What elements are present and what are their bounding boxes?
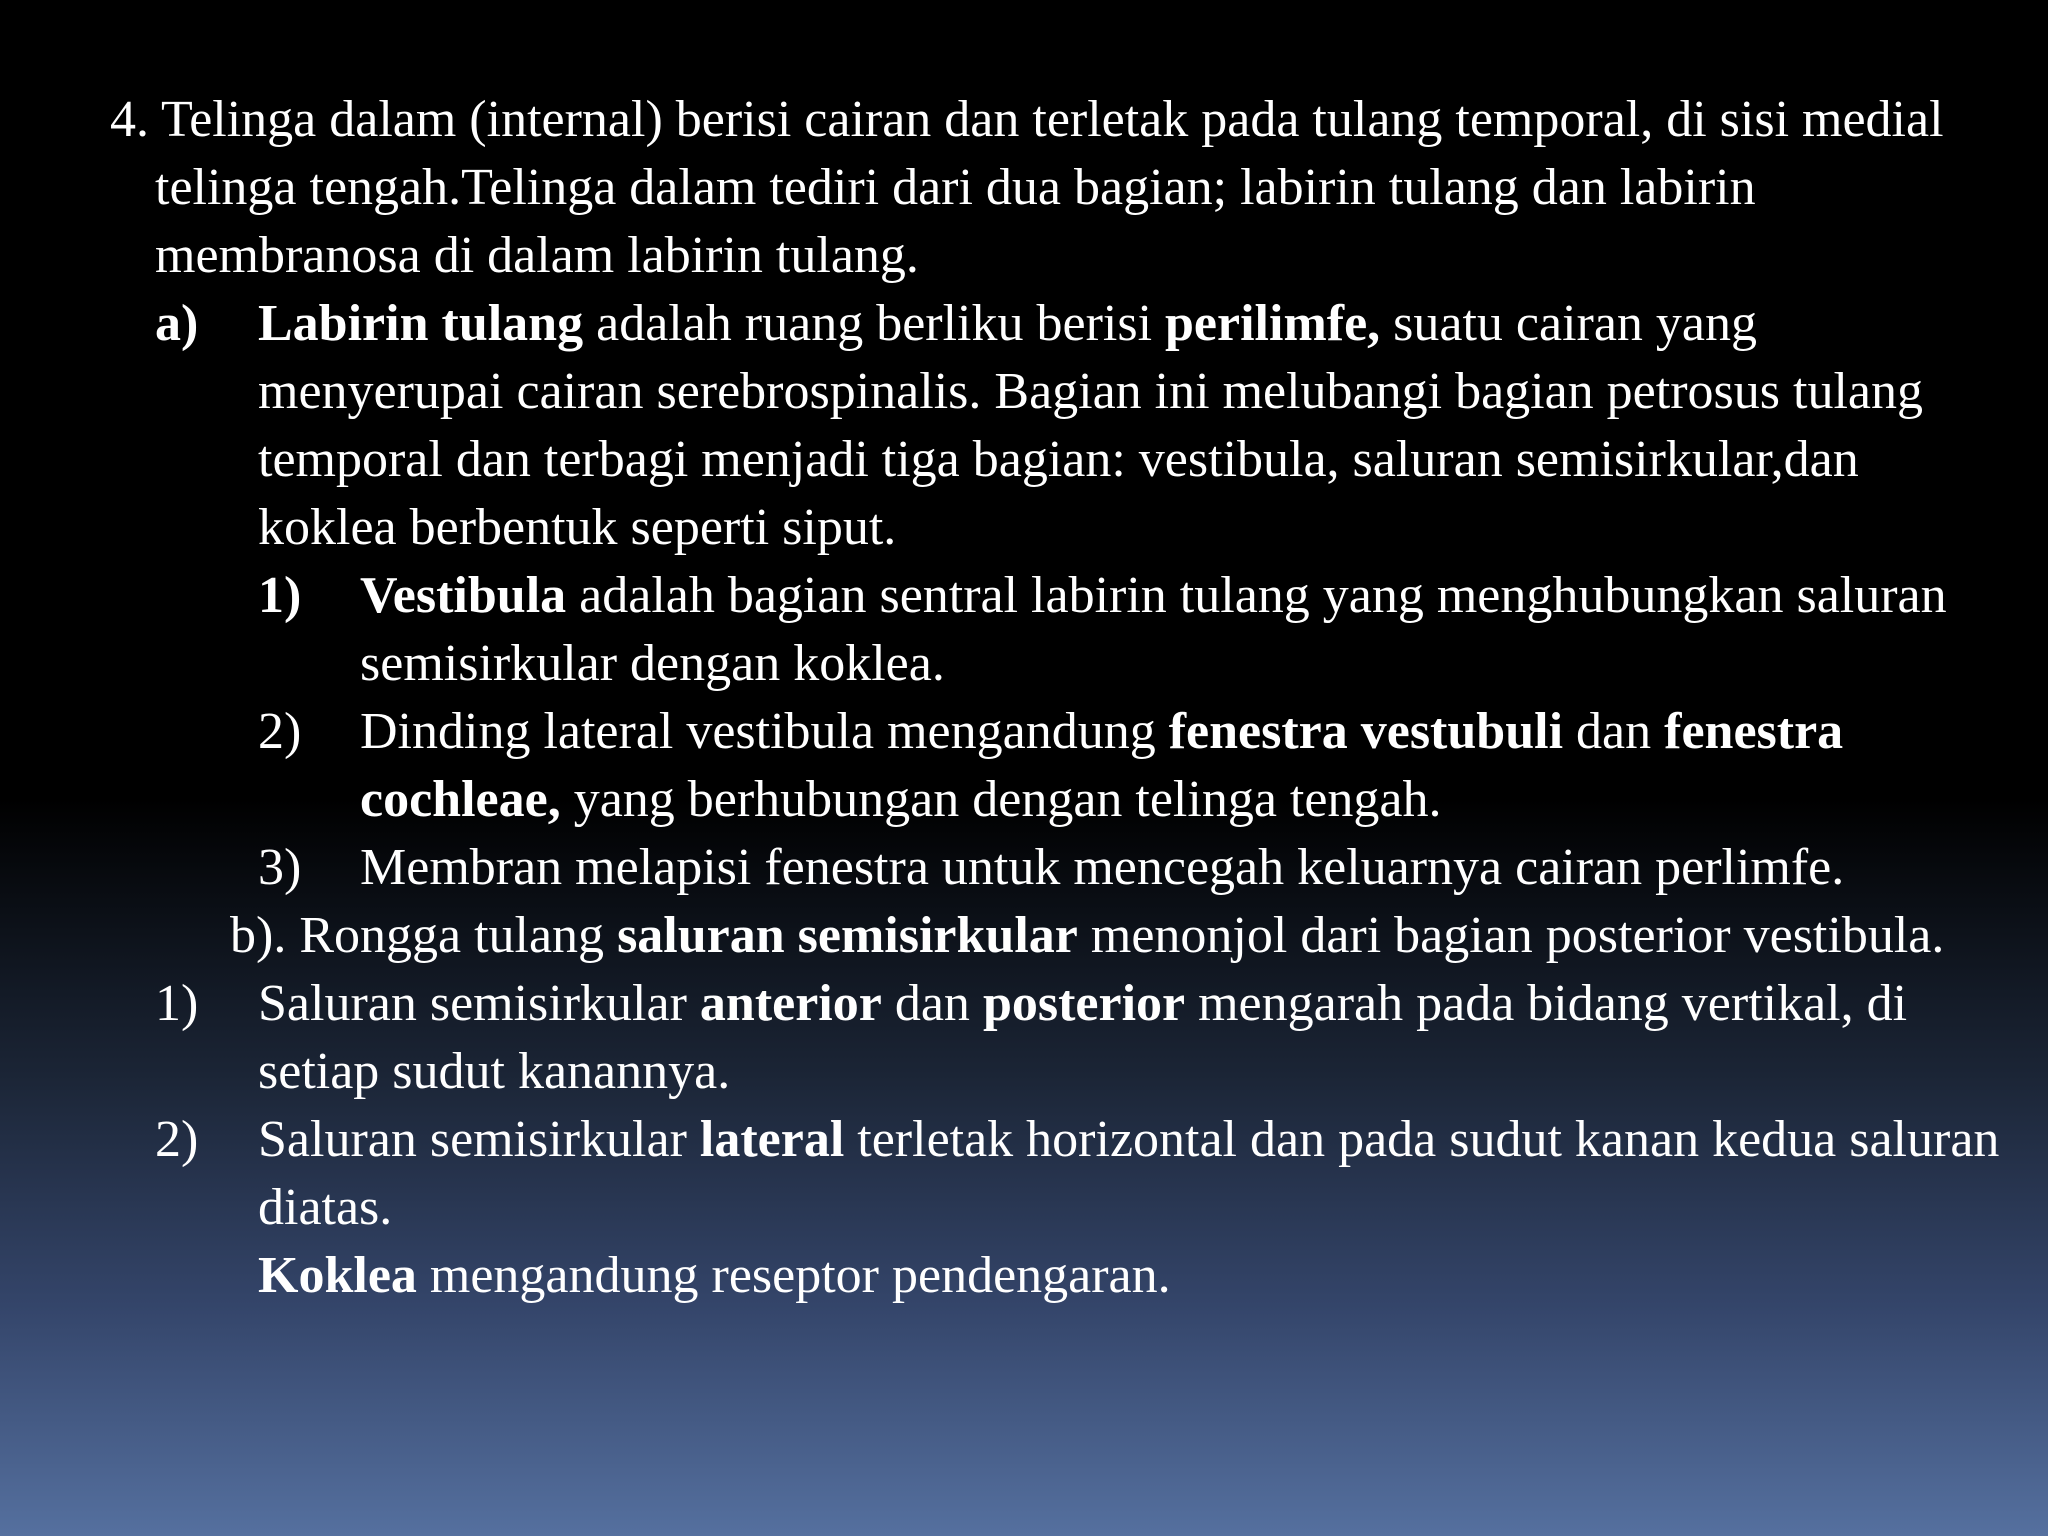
item-a-label: a) bbox=[155, 295, 199, 352]
item-koklea bbox=[0, 1242, 2000, 1310]
item-a-text: Labirin tulang adalah ruang berliku berisi perilimfe, suatu cairan yang menyerupai cairan serebrospinalis. Bagian ini melubangi bagian petrosus tulang temporal dan terbagi menjadi tiga bagian: vestibula, saluran semisirkular,dan koklea berbentuk seperti siput. bbox=[258, 295, 1923, 556]
item-b1 bbox=[0, 970, 2000, 1106]
slide-body bbox=[0, 86, 2000, 1310]
item-b-text: b). Rongga tulang saluran semisirkular menonjol dari bagian posterior vestibula. bbox=[230, 907, 1945, 964]
item-b1-text: Saluran semisirkular anterior dan posterior mengarah pada bidang vertikal, di setiap sudut kanannya. bbox=[258, 975, 1908, 1100]
item-a2-text: Dinding lateral vestibula mengandung fenestra vestubuli dan fenestra cochleae, yang berhubungan dengan telinga tengah. bbox=[360, 703, 1844, 828]
term-vestibula: Vestibula bbox=[360, 567, 567, 624]
item-4-text: 4. Telinga dalam (internal) berisi cairan dan terletak pada tulang temporal, di sisi medial telinga tengah.Telinga dalam tediri dari dua bagian; labirin tulang dan labirin membranosa di dalam labirin tulang. bbox=[110, 91, 1944, 284]
item-b2-label: 2) bbox=[155, 1111, 199, 1168]
term-labirin-tulang: Labirin tulang bbox=[258, 295, 584, 352]
term-koklea: Koklea bbox=[258, 1247, 417, 1304]
item-b1-label: 1) bbox=[155, 975, 199, 1032]
item-b2 bbox=[0, 1106, 2000, 1242]
item-a3 bbox=[0, 834, 2000, 902]
term-posterior: posterior bbox=[982, 975, 1186, 1032]
item-a2-label: 2) bbox=[258, 703, 302, 760]
item-a1-text: Vestibula adalah bagian sentral labirin tulang yang menghubungkan saluran semisirkular dengan koklea. bbox=[360, 567, 1947, 692]
item-a3-text: Membran melapisi fenestra untuk mencegah keluarnya cairan perlimfe. bbox=[360, 839, 1845, 896]
term-fenestra-vestubuli: fenestra vestubuli bbox=[1168, 703, 1564, 760]
item-a3-label: 3) bbox=[258, 839, 302, 896]
item-4 bbox=[0, 86, 2000, 290]
item-b2-text: Saluran semisirkular lateral terletak horizontal dan pada sudut kanan kedua saluran diatas. bbox=[258, 1111, 2000, 1236]
term-anterior: anterior bbox=[699, 975, 882, 1032]
item-koklea-text: Koklea mengandung reseptor pendengaran. bbox=[258, 1247, 1171, 1304]
item-a1-label: 1) bbox=[258, 567, 302, 624]
term-perilimfe: perilimfe, bbox=[1165, 295, 1381, 352]
term-fenestra-cochleae: fenestra cochleae, bbox=[360, 703, 1844, 828]
item-a2 bbox=[0, 698, 2000, 834]
term-saluran-semisirkular: saluran semisirkular bbox=[617, 907, 1078, 964]
item-a bbox=[0, 290, 2000, 562]
item-b bbox=[0, 902, 2000, 970]
item-a1 bbox=[0, 562, 2000, 698]
term-lateral: lateral bbox=[699, 1111, 845, 1168]
